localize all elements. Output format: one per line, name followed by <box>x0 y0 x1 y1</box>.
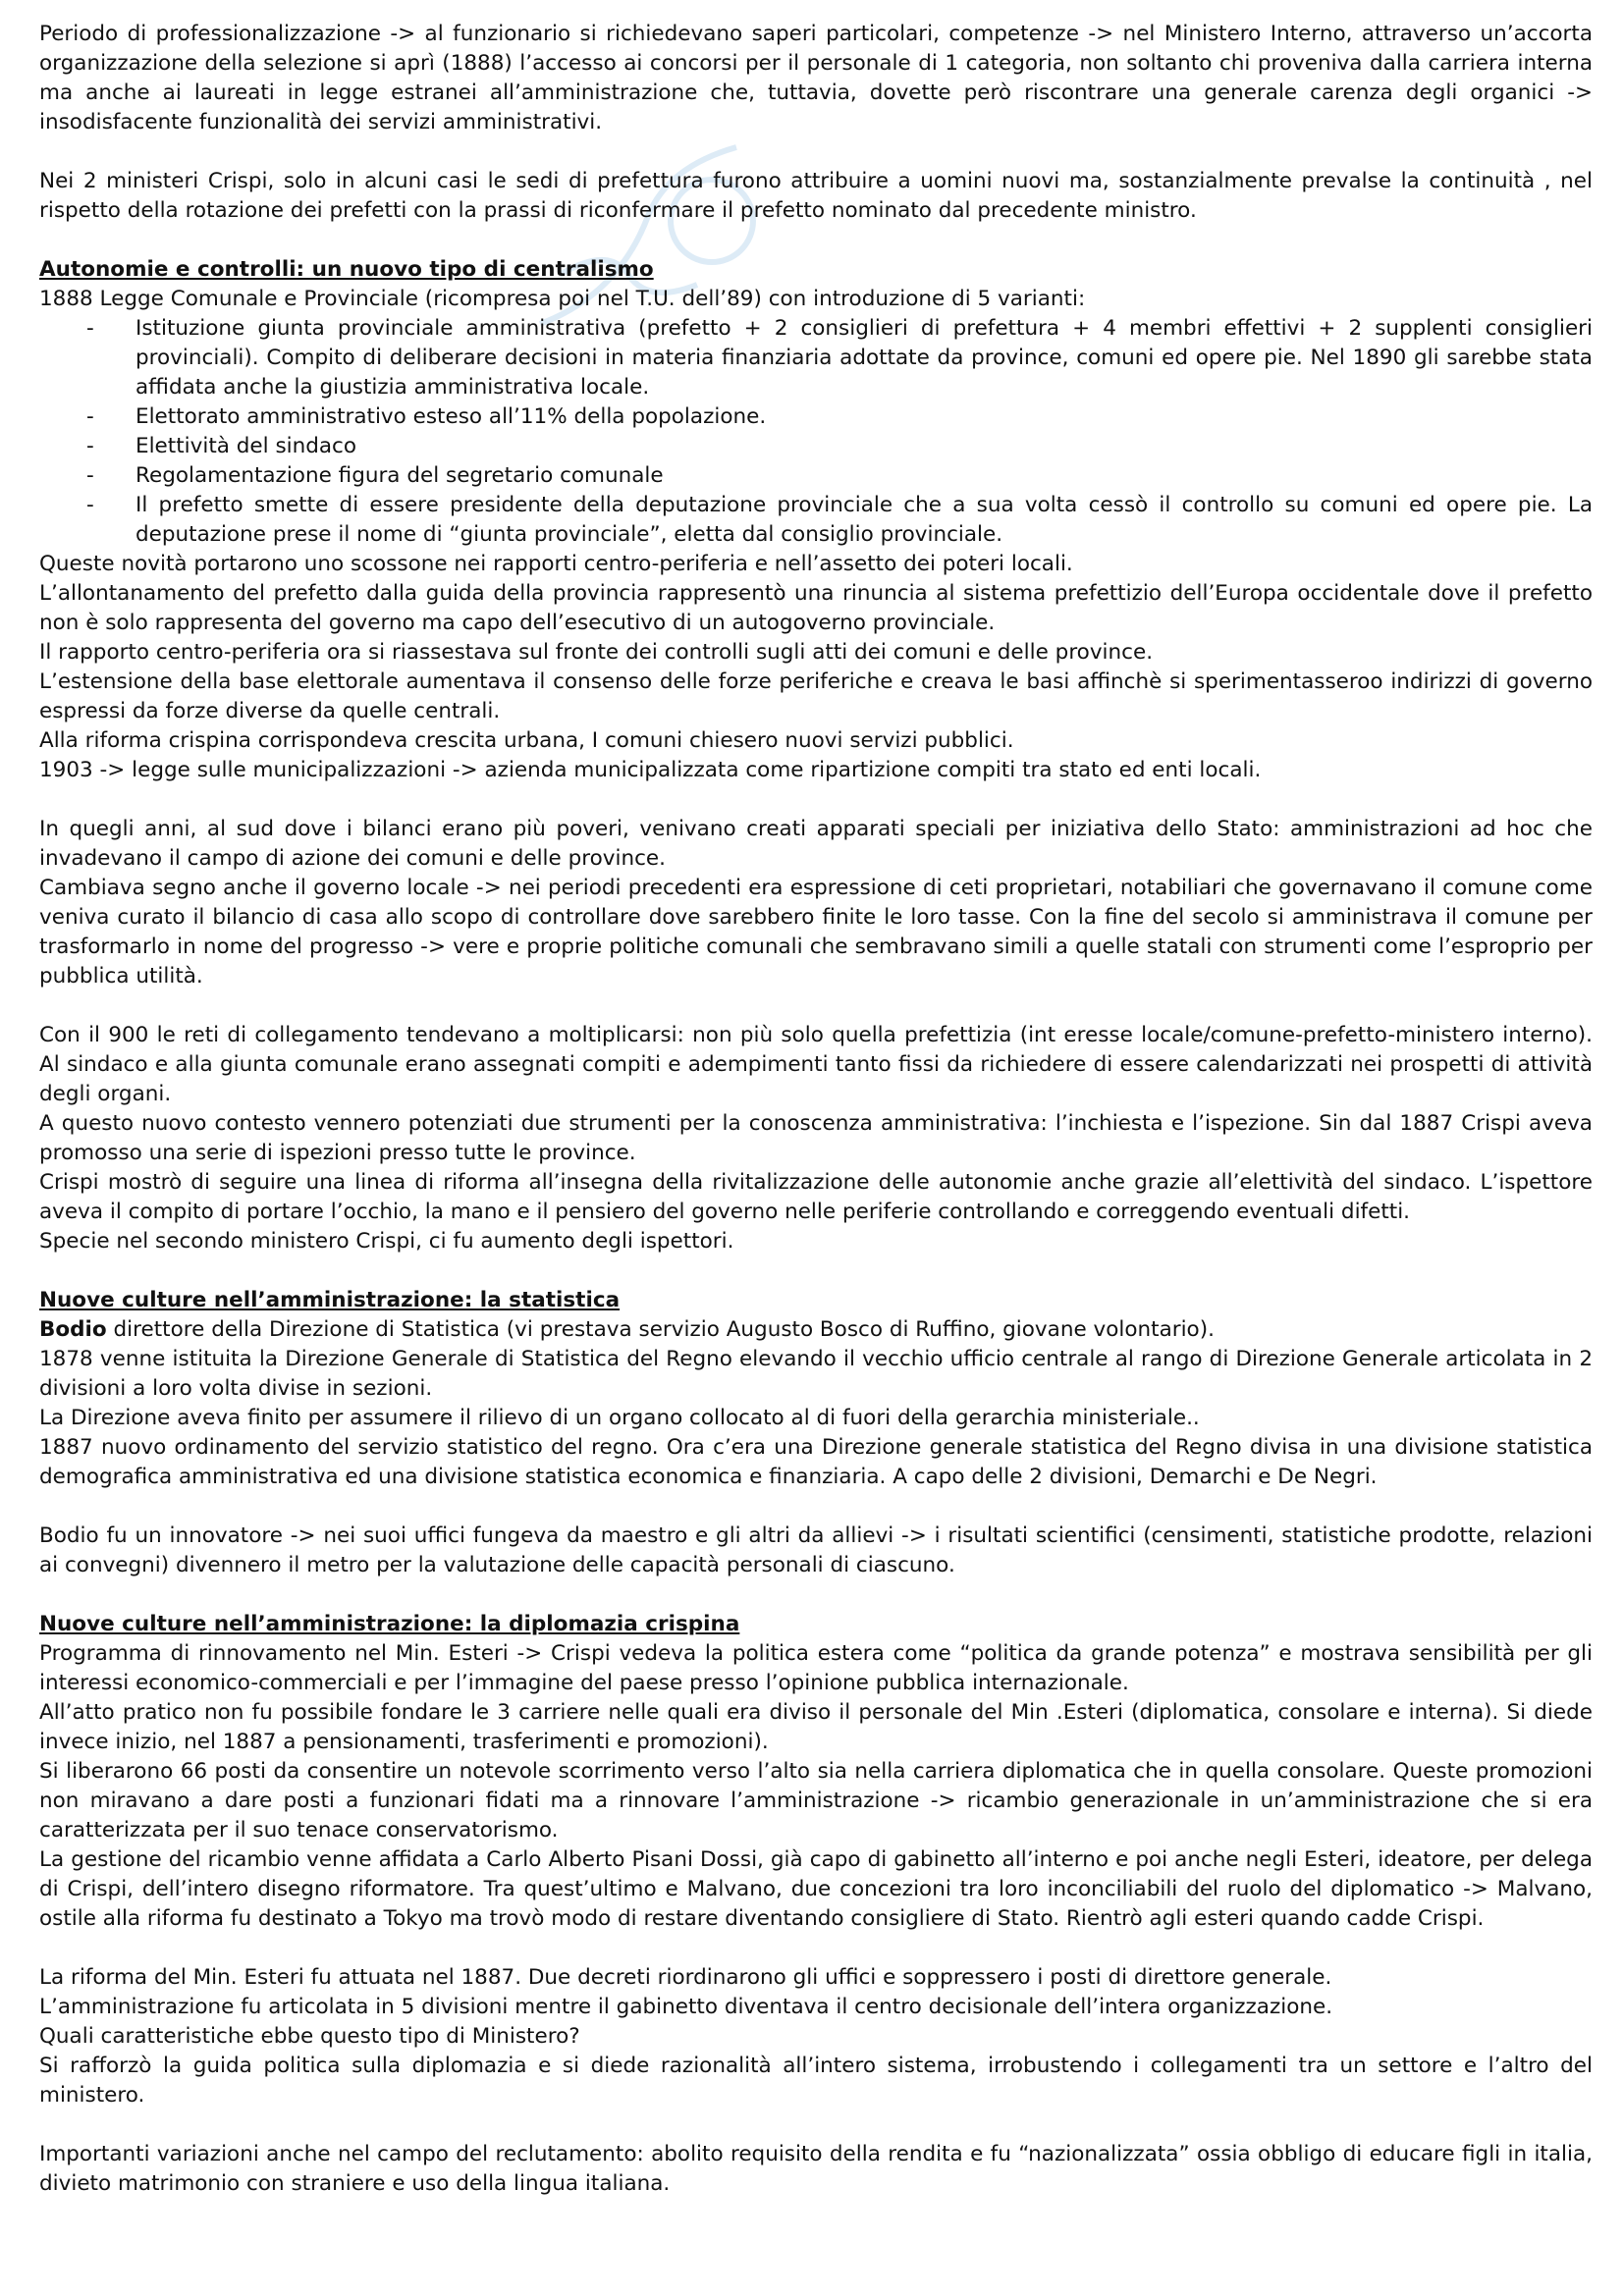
list-item: - Il prefetto smette di essere presidente della deputazione provinciale che a sua volta cessò il controllo su comuni ed opere pie. La deputazione prese il nome di “giunta provinciale”, eletta dal consiglio provinciale. <box>86 493 1593 547</box>
section-title-autonomie: Autonomie e controlli: un nuovo tipo di centralismo <box>39 257 654 282</box>
paragraph: 1878 venne istituita la Direzione Generale di Statistica del Regno elevando il vecchio ufficio centrale al rango di Direzione Generale articolata in 2 divisioni a loro volta divise in sezioni. <box>39 1347 1593 1401</box>
paragraph: L’amministrazione fu articolata in 5 divisioni mentre il gabinetto diventava il centro decisionale dell’intera organizzazione. <box>39 1995 1333 2019</box>
paragraph: Cambiava segno anche il governo locale -> nei periodi precedenti era espressione di ceti proprietari, notabiliari che governavano il comune come veniva curato il bilancio di casa allo scopo di controllare dove sarebbero finite le loro tasse. Con la fine del secolo si amministrava il comune per trasformarlo in nome del progresso -> vere e proprie politiche comunali che sembravano simili a quelle statali con strumenti come l’esproprio per pubblica utilità. <box>39 876 1593 988</box>
paragraph: Specie nel secondo ministero Crispi, ci fu aumento degli ispettori. <box>39 1229 734 1254</box>
list-item: - Istituzione giunta provinciale amministrativa (prefetto + 2 consiglieri di prefettura + 4 membri effettivi + 2 supplenti consiglieri provinciali). Compito di deliberare decisioni in materia finanziaria adottate da province, comuni ed opere pie. Nel 1890 gli sarebbe stata affidata anche la giustizia amministrativa locale. <box>86 316 1593 400</box>
section-title-diplomazia: Nuove culture nell’amministrazione: la diplomazia crispina <box>39 1612 740 1636</box>
paragraph: In quegli anni, al sud dove i bilanci erano più poveri, venivano creati apparati speciali per iniziativa dello Stato: amministrazioni ad hoc che invadevano il campo di azione dei comuni e delle province. <box>39 817 1593 871</box>
paragraph: Il rapporto centro-periferia ora si riassestava sul fronte dei controlli sugli atti dei comuni e delle province. <box>39 640 1154 665</box>
paragraph: L’estensione della base elettorale aumentava il consenso delle forze periferiche e creava le basi affinchè si sperimentasseroo indirizzi di governo espressi da forze diverse da quelle centrali. <box>39 669 1593 723</box>
dash-bullet: - <box>86 493 94 517</box>
document-page <box>39 20 1593 2199</box>
paragraph: Queste novità portarono uno scossone nei rapporti centro-periferia e nell’assetto dei poteri locali. <box>39 552 1073 576</box>
paragraph: 1903 -> legge sulle municipalizzazioni -> azienda municipalizzata come ripartizione compiti tra stato ed enti locali. <box>39 758 1262 782</box>
variants-list <box>39 314 1593 550</box>
paragraph: Crispi mostrò di seguire una linea di riforma all’insegna della rivitalizzazione delle autonomie anche grazie all’elettività del sindaco. L’ispettore aveva il compito di portare l’occhio, la mano e il pensiero del governo nelle periferie controllando e correggendo eventuali difetti. <box>39 1170 1593 1224</box>
paragraph: Alla riforma crispina corrispondeva crescita urbana, I comuni chiesero nuovi servizi pubblici. <box>39 728 1014 753</box>
paragraph: Quali caratteristiche ebbe questo tipo di Ministero? <box>39 2024 580 2049</box>
dash-bullet: - <box>86 404 94 429</box>
section-title-statistica: Nuove culture nell’amministrazione: la statistica <box>39 1288 621 1312</box>
paragraph: Bodio direttore della Direzione di Statistica (vi prestava servizio Augusto Bosco di Ruffino, giovane volontario). <box>39 1317 1215 1342</box>
paragraph: 1887 nuovo ordinamento del servizio statistico del regno. Ora c’era una Direzione generale statistica del Regno divisa in una divisione statistica demografica amministrativa ed una divisione statistica economica e finanziaria. A capo delle 2 divisioni, Demarchi e De Negri. <box>39 1435 1593 1489</box>
paragraph: Con il 900 le reti di collegamento tendevano a moltiplicarsi: non più solo quella prefettizia (int eresse locale/comune-prefetto-ministero interno). Al sindaco e alla giunta comunale erano assegnati compiti e adempimenti tanto fissi da richiedere di essere calendarizzati nei prospetti di attività degli organi. <box>39 1023 1593 1106</box>
paragraph: Importanti variazioni anche nel campo del reclutamento: abolito requisito della rendita e fu “nazionalizzata” ossia obbligo di educare figli in italia, divieto matrimonio con straniere e uso della lingua italiana. <box>39 2142 1593 2196</box>
paragraph: Si rafforzò la guida politica sulla diplomazia e si diede razionalità all’intero sistema, irrobustendo i collegamenti tra un settore e l’altro del ministero. <box>39 2054 1593 2108</box>
paragraph: La Direzione aveva finito per assumere il rilievo di un organo collocato al di fuori della gerarchia ministeriale.. <box>39 1406 1200 1430</box>
paragraph: All’atto pratico non fu possibile fondare le 3 carriere nelle quali era diviso il personale del Min .Esteri (diplomatica, consolare e interna). Si diede invece inizio, nel 1887 a pensionamenti, trasferimenti e promozioni). <box>39 1700 1593 1754</box>
paragraph: La gestione del ricambio venne affidata a Carlo Alberto Pisani Dossi, già capo di gabinetto all’interno e poi anche negli Esteri, ideatore, per delega di Crispi, dell’intero disegno riformatore. Tra quest’ultimo e Malvano, due concezioni tra loro inconciliabili del ruolo del diplomatico -> Malvano, ostile alla riforma fu destinato a Tokyo ma trovò modo di restare diventando consigliere di Stato. Rientrò agli esteri quando cadde Crispi. <box>39 1847 1593 1931</box>
dash-bullet: - <box>86 463 94 488</box>
paragraph: Bodio fu un innovatore -> nei suoi uffici fungeva da maestro e gli altri da allievi -> i risultati scientifici (censimenti, statistiche prodotte, relazioni ai convegni) divennero il metro per la valutazione delle capacità personali di ciascuno. <box>39 1523 1593 1577</box>
list-item: - Regolamentazione figura del segretario comunale <box>39 461 1593 491</box>
paragraph: La riforma del Min. Esteri fu attuata nel 1887. Due decreti riordinarono gli uffici e soppressero i posti di direttore generale. <box>39 1965 1332 1990</box>
section1-lead: 1888 Legge Comunale e Provinciale (ricompresa poi nel T.U. dell’89) con introduzione di 5 varianti: <box>39 287 1086 311</box>
dash-bullet: - <box>86 434 94 458</box>
intro-paragraph-1: Periodo di professionalizzazione -> al funzionario si richiedevano saperi particolari, competenze -> nel Ministero Interno, attraverso un’accorta organizzazione della selezione si aprì (1888) l’accesso ai concorsi per il personale di 1 categoria, non soltanto chi proveniva dalla carriera interna ma anche ai laureati in legge estranei all’amministrazione che, tuttavia, dovette però riscontrare una generale carenza degli organici -> insodisfacente funzionalità dei servizi amministrativi. <box>39 22 1593 134</box>
dash-bullet: - <box>86 316 94 341</box>
paragraph: L’allontanamento del prefetto dalla guida della provincia rappresentò una rinuncia al sistema prefettizio dell’Europa occidentale dove il prefetto non è solo rappresenta del governo ma capo dell’esecutivo di un autogoverno provinciale. <box>39 581 1593 635</box>
paragraph: Si liberarono 66 posti da consentire un notevole scorrimento verso l’alto sia nella carriera diplomatica che in quella consolare. Queste promozioni non miravano a dare posti a funzionari fidati ma a rinnovare l’amministrazione -> ricambio generazionale in un’amministrazione che si era caratterizzata per il suo tenace conservatorismo. <box>39 1759 1593 1842</box>
intro-paragraph-2: Nei 2 ministeri Crispi, solo in alcuni casi le sedi di prefettura furono attribuire a uomini nuovi ma, sostanzialmente prevalse la continuità , nel rispetto della rotazione dei prefetti con la prassi di riconfermare il prefetto nominato dal precedente ministro. <box>39 169 1593 223</box>
paragraph: Programma di rinnovamento nel Min. Esteri -> Crispi vedeva la politica estera come “politica da grande potenza” e mostrava sensibilità per gli interessi economico-commerciali e per l’immagine del paese presso l’opinione pubblica internazionale. <box>39 1641 1593 1695</box>
list-item: - Elettività del sindaco <box>39 432 1593 461</box>
paragraph: A questo nuovo contesto vennero potenziati due strumenti per la conoscenza amministrativa: l’inchiesta e l’ispezione. Sin dal 1887 Crispi aveva promosso una serie di ispezioni presso tutte le province. <box>39 1111 1593 1165</box>
list-item: - Elettorato amministrativo esteso all’11% della popolazione. <box>39 402 1593 432</box>
bold-name: Bodio <box>39 1317 107 1342</box>
